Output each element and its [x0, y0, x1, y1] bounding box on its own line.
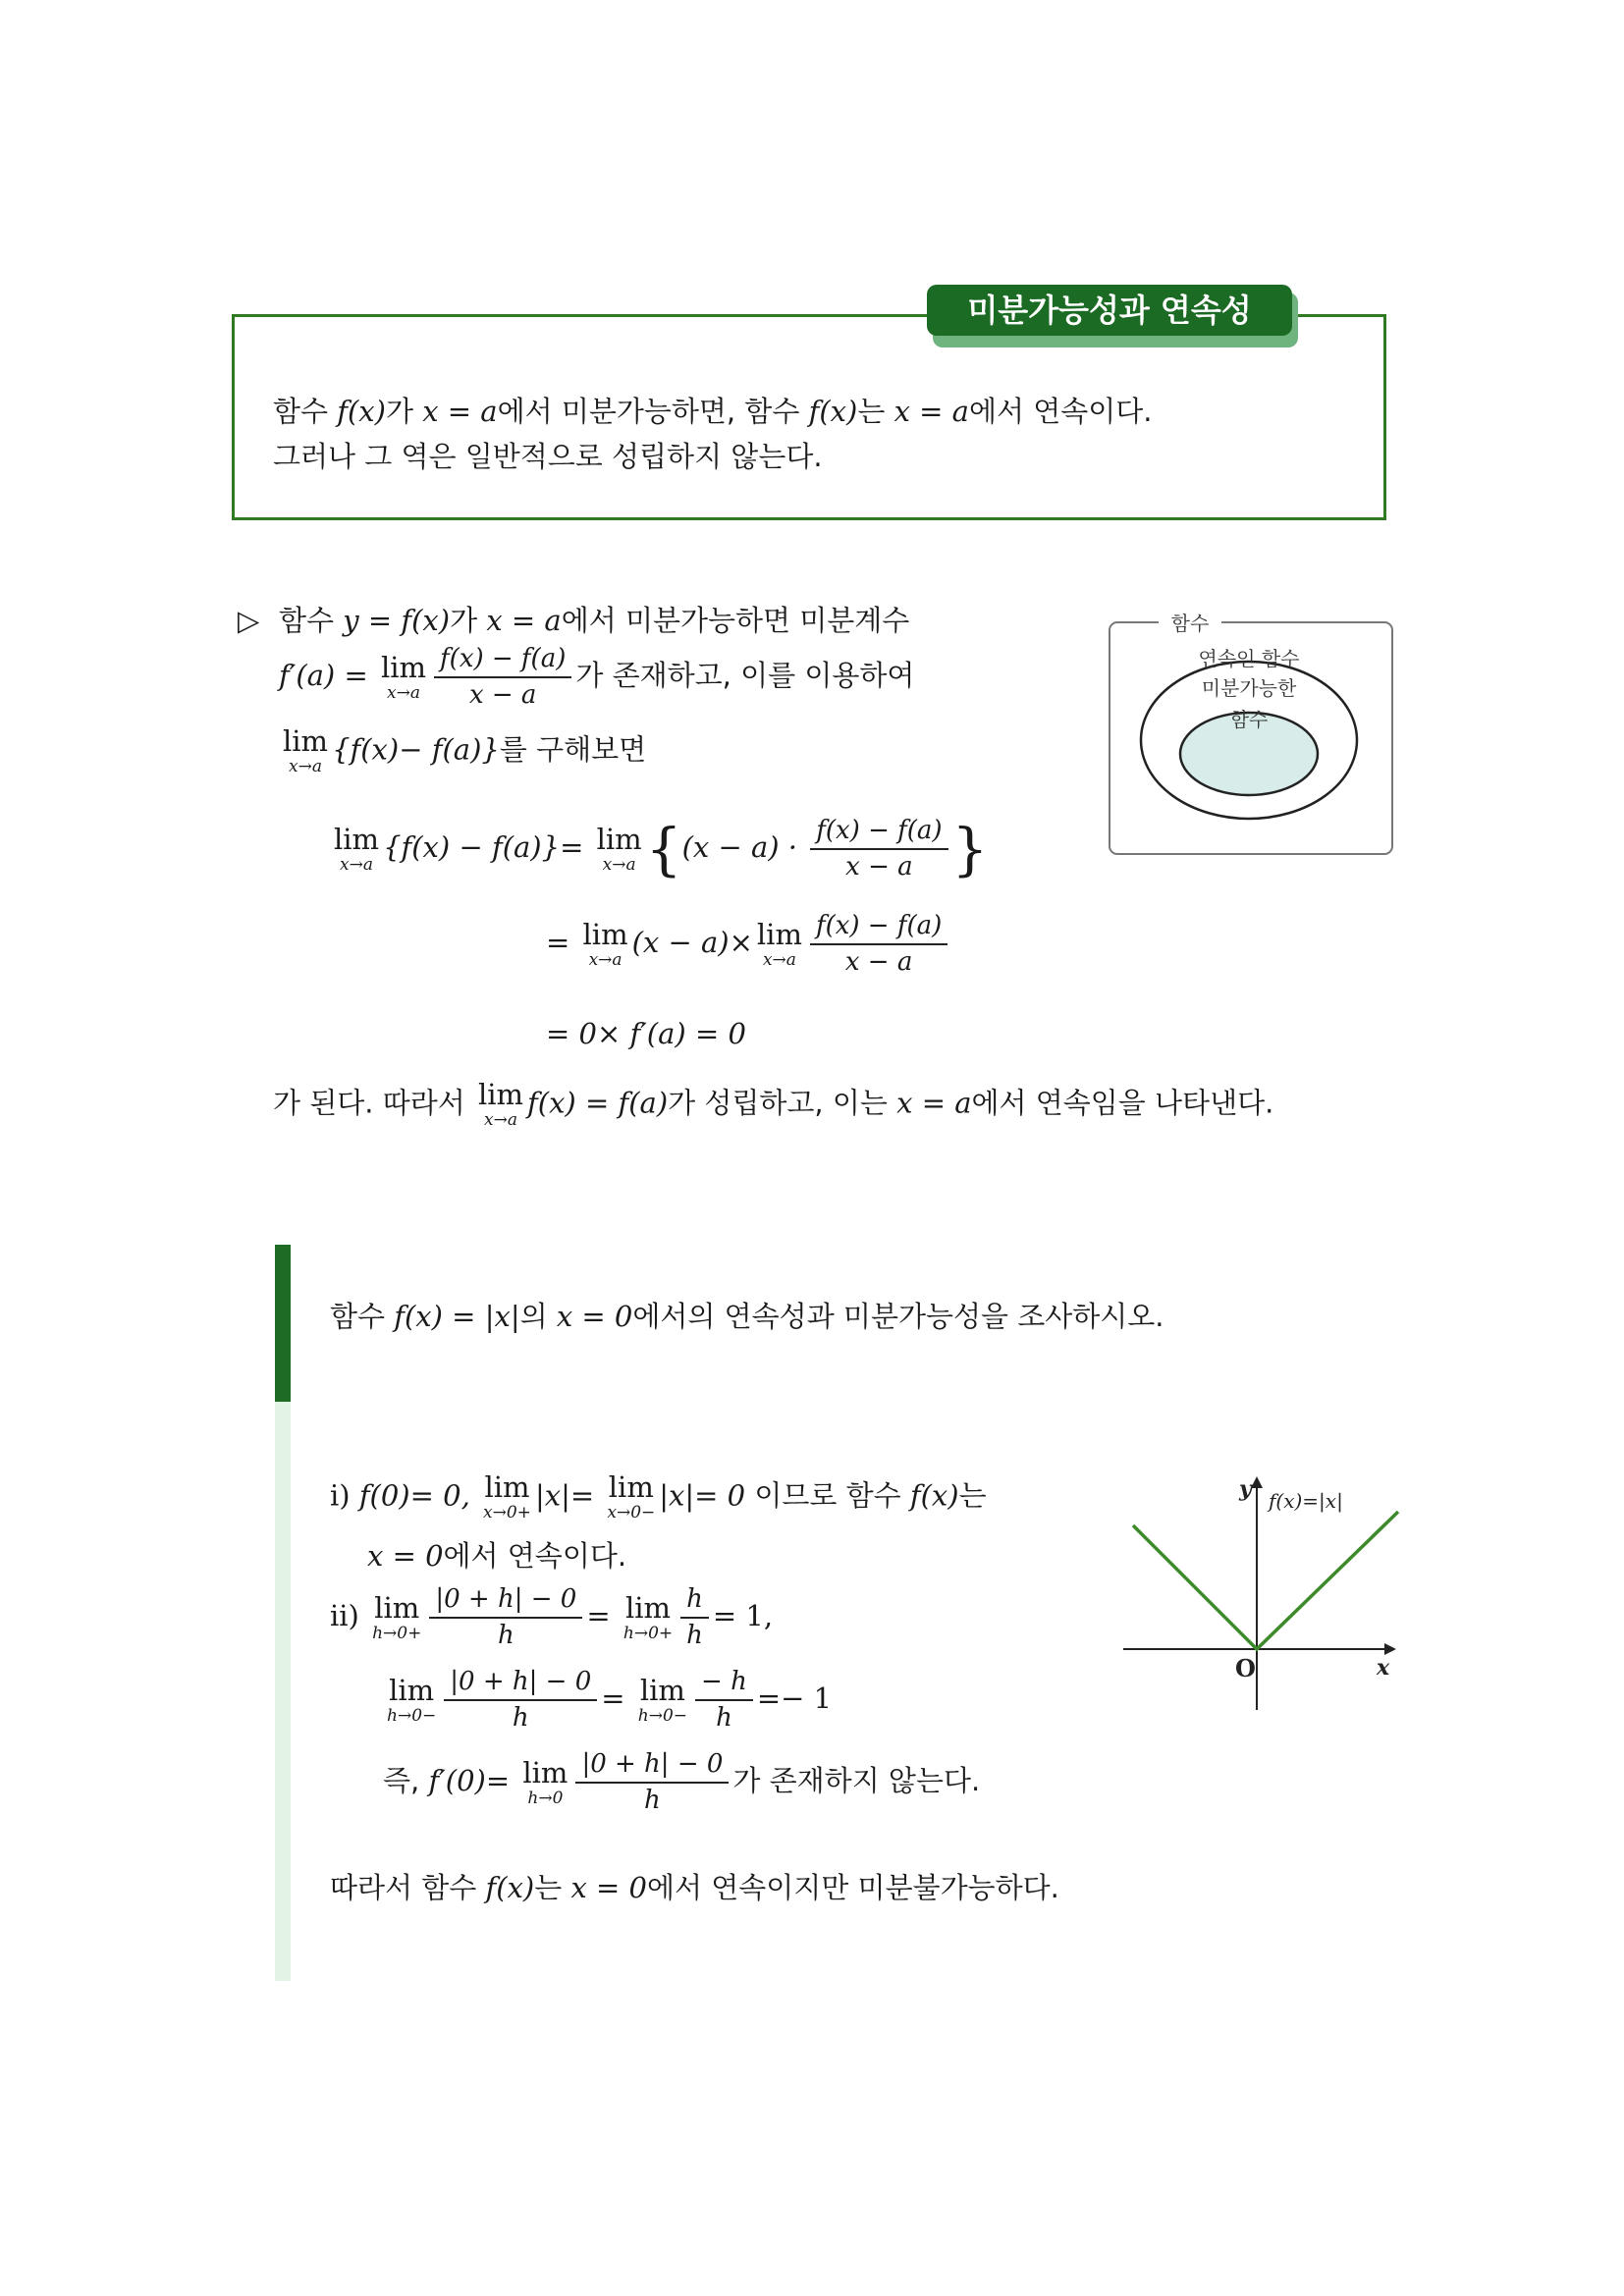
- text: 가 된다. 따라서: [273, 1086, 474, 1120]
- limit: [478, 1080, 523, 1130]
- numerator: |0 + h| − 0: [575, 1749, 729, 1784]
- example-conclusion: [330, 1869, 1059, 1907]
- limit: [334, 822, 380, 875]
- solution-ii-row-3: [383, 1749, 980, 1816]
- text: 함수: [330, 1300, 395, 1333]
- text: 를 구해보면: [499, 732, 647, 767]
- text: 는: [534, 1871, 571, 1904]
- lim-sub: h→0−: [637, 1705, 688, 1726]
- fraction: [429, 1584, 582, 1651]
- math: (x − a) ·: [681, 830, 807, 865]
- proof-line-2: [279, 644, 914, 711]
- math: x = a: [486, 604, 562, 637]
- numerator: f(x) − f(a): [434, 644, 571, 678]
- numerator: f(x) − f(a): [810, 816, 947, 850]
- text: 가: [385, 395, 423, 428]
- math: {f(x)− f(a)}: [332, 732, 500, 767]
- limit: [607, 1472, 655, 1522]
- theorem-title: 미분가능성과 연속성: [927, 285, 1292, 336]
- y-axis-label: y: [1239, 1476, 1252, 1502]
- numerator: |0 + h| − 0: [444, 1667, 597, 1701]
- math: f′(a) =: [279, 659, 377, 693]
- math: (x − a)×: [631, 926, 753, 960]
- example-bar-dark: [275, 1245, 291, 1402]
- math: y = f(x): [343, 604, 451, 637]
- lim: lim: [477, 1078, 524, 1111]
- venn-middle-label: 연속인 함수: [1198, 647, 1300, 670]
- venn-outer-label: 함수: [1170, 612, 1210, 635]
- numerator: h: [680, 1584, 709, 1619]
- proof-line-3: [279, 726, 646, 776]
- math: f(x): [808, 395, 858, 428]
- math: = 1,: [712, 1599, 774, 1633]
- lim-sub: x→a: [602, 854, 636, 875]
- text: 가 성립하고, 이는: [668, 1086, 897, 1120]
- lim: lim: [389, 1673, 435, 1707]
- lim: lim: [334, 822, 380, 856]
- text: 에서 연속이지만 미분불가능하다.: [647, 1871, 1059, 1904]
- lim-sub: x→0−: [607, 1502, 656, 1522]
- venn-inner-label-2: 함수: [1229, 708, 1269, 731]
- limit: [283, 726, 328, 776]
- lim: lim: [639, 1673, 685, 1707]
- fraction: [810, 911, 947, 978]
- function-label: f(x)=|x|: [1269, 1489, 1343, 1513]
- solution-ii-row-1: [330, 1584, 773, 1651]
- math: f(x) = |x|: [394, 1300, 520, 1333]
- numerator: − h: [695, 1667, 753, 1701]
- text: 가: [450, 604, 487, 637]
- math: x = 0: [570, 1871, 648, 1904]
- x-axis-arrow-icon: [1384, 1643, 1396, 1655]
- denominator: x − a: [845, 852, 913, 882]
- limit: [483, 1472, 531, 1522]
- fraction: [434, 644, 571, 711]
- x-axis-label: x: [1377, 1655, 1390, 1681]
- text: 의: [519, 1300, 557, 1333]
- math: =: [546, 926, 579, 960]
- brace-open: {: [645, 816, 682, 882]
- denominator: h: [716, 1703, 732, 1734]
- lim: lim: [484, 1470, 530, 1504]
- fraction: [444, 1667, 597, 1734]
- math: f(x): [337, 395, 386, 428]
- math: =: [586, 1599, 620, 1633]
- abs-graph: [1119, 1468, 1404, 1714]
- proof-equation-2: [546, 911, 951, 978]
- math: f(0)= 0,: [358, 1478, 470, 1513]
- text: 함수: [273, 395, 338, 428]
- text: 즉,: [383, 1764, 429, 1798]
- math: x = a: [893, 395, 969, 428]
- math: x = 0: [556, 1300, 633, 1333]
- limit: [637, 1673, 688, 1726]
- math: f(x) = f(a): [527, 1086, 669, 1120]
- limit: [522, 1755, 568, 1808]
- solution-i-line-2: [367, 1537, 626, 1575]
- brace-close: }: [951, 816, 989, 882]
- solution-i-line-1: [330, 1472, 987, 1522]
- text: 는: [958, 1478, 987, 1513]
- fraction: [575, 1749, 729, 1816]
- text: 에서 연속임을 나타낸다.: [971, 1086, 1274, 1120]
- text: 에서의 연속성과 미분가능성을 조사하시오.: [632, 1300, 1164, 1333]
- venn-inner-label-1: 미분가능한: [1201, 676, 1297, 700]
- lim-sub: x→a: [387, 682, 420, 703]
- abs-function-line: [1133, 1512, 1398, 1649]
- proof-conclusion: [273, 1080, 1273, 1130]
- limit: [380, 650, 427, 703]
- math: |x|=: [534, 1478, 604, 1513]
- math: f′(0)=: [428, 1764, 519, 1798]
- fraction: [810, 816, 947, 882]
- text: 에서 미분가능하면 미분계수: [561, 604, 910, 637]
- denominator: x − a: [844, 947, 913, 978]
- theorem-line-1: [273, 393, 1152, 431]
- math: =: [601, 1682, 634, 1716]
- example-bar-light: [275, 1402, 291, 1981]
- lim-sub: x→a: [340, 854, 374, 875]
- origin-label: O: [1235, 1654, 1256, 1682]
- lim-sub: h→0−: [387, 1705, 437, 1726]
- denominator: h: [644, 1786, 661, 1816]
- numerator: |0 + h| − 0: [429, 1584, 582, 1619]
- lim-sub: x→a: [484, 1109, 517, 1130]
- lim: lim: [522, 1755, 568, 1789]
- text: 에서 미분가능하면, 함수: [497, 395, 809, 428]
- math: x = a: [896, 1086, 972, 1120]
- proof-equation-3: = 0× f′(a) = 0: [546, 1017, 746, 1050]
- text: 함수: [279, 604, 344, 637]
- limit: [387, 1673, 437, 1726]
- solution-ii-row-2: [383, 1667, 832, 1734]
- limit: [596, 822, 642, 875]
- lim-sub: h→0: [527, 1788, 564, 1808]
- fraction: [680, 1584, 709, 1651]
- math: x = a: [422, 395, 498, 428]
- numerator: f(x) − f(a): [810, 911, 947, 945]
- math: {f(x) − f(a)}=: [383, 830, 593, 865]
- text: 에서 연속이다.: [443, 1539, 627, 1573]
- text: 에서 연속이다.: [968, 395, 1153, 428]
- limit: [372, 1590, 422, 1643]
- text: 따라서 함수: [330, 1871, 486, 1904]
- lim-sub: x→a: [289, 756, 323, 776]
- math: =− 1: [756, 1682, 833, 1716]
- limit: [756, 917, 802, 970]
- limit: [582, 917, 628, 970]
- lim: lim: [624, 1590, 672, 1625]
- item-label: i): [330, 1478, 351, 1513]
- venn-diagram: [1108, 607, 1394, 858]
- lim-sub: h→0+: [623, 1623, 674, 1643]
- lim: lim: [608, 1470, 654, 1504]
- text: 이므로 함수: [745, 1478, 910, 1513]
- text: 가 존재하지 않는다.: [732, 1764, 981, 1798]
- limit: [623, 1590, 674, 1643]
- lim-sub: x→a: [762, 949, 796, 970]
- example-question: [330, 1298, 1164, 1336]
- y-axis-arrow-icon: [1251, 1476, 1263, 1488]
- math: f(x): [909, 1478, 959, 1513]
- fraction: [695, 1667, 753, 1734]
- lim: lim: [582, 917, 628, 951]
- denominator: x − a: [468, 680, 537, 711]
- item-label: ii): [330, 1599, 359, 1633]
- denominator: h: [686, 1621, 703, 1651]
- lim: lim: [596, 822, 642, 856]
- proof-marker: ▷: [238, 604, 260, 637]
- denominator: h: [497, 1621, 514, 1651]
- math: f(x): [485, 1871, 535, 1904]
- lim-sub: x→a: [588, 949, 623, 970]
- math: x = 0: [367, 1539, 444, 1573]
- text: 가 존재하고, 이를 이용하여: [575, 659, 915, 693]
- lim-sub: x→0+: [483, 1502, 531, 1522]
- lim-sub: h→0+: [372, 1623, 422, 1643]
- lim: lim: [380, 650, 427, 684]
- proof-line-1: [279, 602, 909, 640]
- lim: lim: [756, 917, 802, 951]
- lim: lim: [374, 1590, 420, 1625]
- math: |x|= 0: [659, 1478, 746, 1513]
- lim: lim: [283, 724, 329, 758]
- proof-equation-1: [330, 811, 988, 887]
- text: 는: [857, 395, 894, 428]
- theorem-line-2: 그러나 그 역은 일반적으로 성립하지 않는다.: [273, 440, 823, 473]
- denominator: h: [512, 1703, 529, 1734]
